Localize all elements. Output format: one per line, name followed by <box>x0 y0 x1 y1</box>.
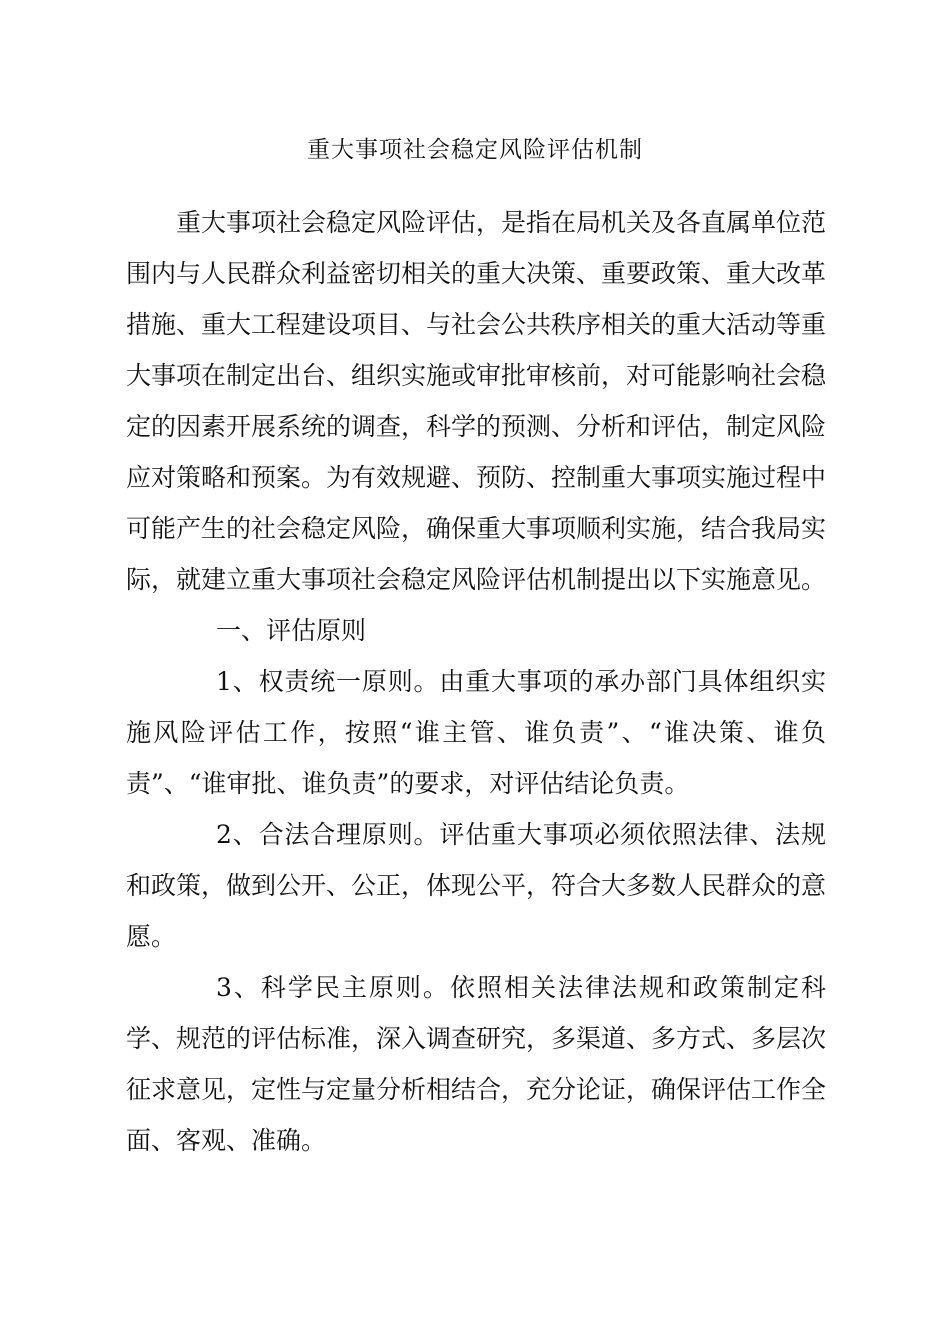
intro-paragraph: 重大事项社会稳定风险评估，是指在局机关及各直属单位范围内与人民群众利益密切相关的重大决策、重要政策、重大改革措施、重大工程建设项目、与社会公共秩序相关的重大活动等重大事项在制定出台、组织实施或审批审核前，对可能影响社会稳定的因素开展系统的调查，科学的预测、分析和评估，制定风险应对策略和预案。为有效规避、预防、控制重大事项实施过程中可能产生的社会稳定风险，确保重大事项顺利实施，结合我局实际，就建立重大事项社会稳定风险评估机制提出以下实施意见。 <box>126 208 827 594</box>
principle-1-paragraph: 1、权责统一原则。由重大事项的承办部门具体组织实施风险评估工作，按照“谁主管、谁负责”、“谁决策、谁负责”、“谁审批、谁负责”的要求，对评估结论负责。 <box>126 667 826 798</box>
document-title: 重大事项社会稳定风险评估机制 <box>307 137 643 163</box>
document-body <box>126 197 826 1166</box>
principle-3-paragraph: 3、科学民主原则。依照相关法律法规和政策制定科学、规范的评估标准，深入调查研究，多渠道、多方式、多层次征求意见，定性与定量分析相结合，充分论证，确保评估工作全面、客观、准确。 <box>126 973 827 1155</box>
section-heading-evaluation-principles: 一、评估原则 <box>216 616 367 645</box>
principle-2-paragraph: 2、合法合理原则。评估重大事项必须依照法律、法规和政策，做到公开、公正，体现公平，符合大多数人民群众的意愿。 <box>126 820 827 951</box>
